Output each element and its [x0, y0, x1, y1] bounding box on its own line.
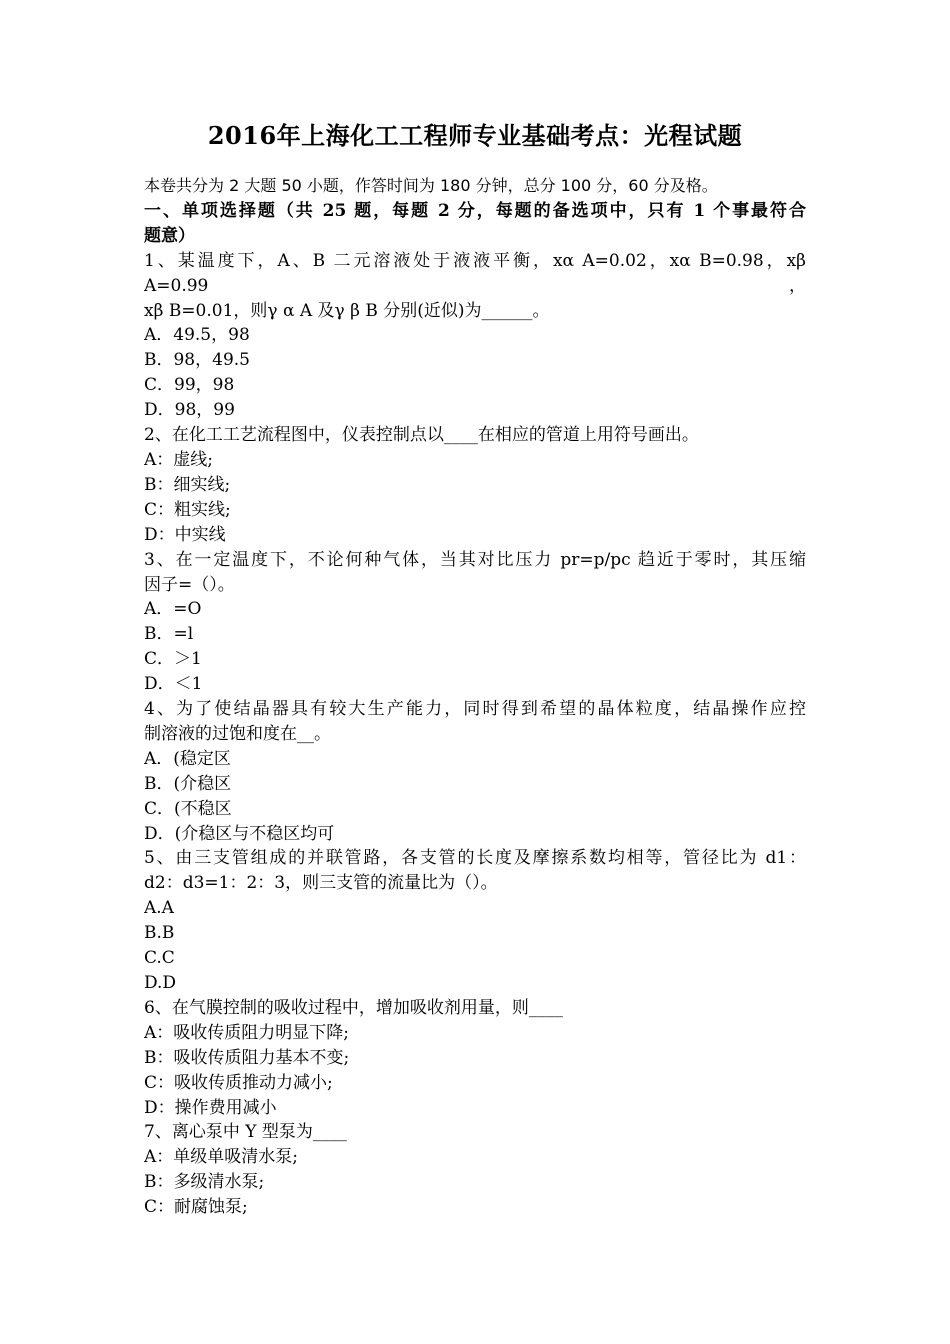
option-b: B：多级清水泵;: [144, 1172, 265, 1193]
question-stem-continued: 制溶液的过饱和度在__。: [144, 723, 331, 744]
question-3: [144, 548, 806, 697]
question-stem: 3、在一定温度下，不论何种气体，当其对比压力 pr=p/pc 趋近于零时，其压缩: [144, 549, 806, 570]
question-stem: 7、离心泵中 Y 型泵为____: [144, 1122, 347, 1143]
option-b: B：细实线;: [144, 474, 231, 495]
option-c: C．(不稳区: [144, 798, 232, 819]
option-a: A.A: [144, 898, 174, 919]
question-7: [144, 1120, 806, 1220]
option-c: C．＞1: [144, 649, 202, 670]
option-b: B.B: [144, 923, 175, 944]
option-a: A．49.5，98: [144, 325, 250, 346]
question-stem-continued: 因子=（）。: [144, 574, 235, 595]
option-c: C：吸收传质推动力减小;: [144, 1072, 333, 1093]
option-b: B：吸收传质阻力基本不变;: [144, 1047, 350, 1068]
option-d: D．(介稳区与不稳区均可: [144, 823, 335, 844]
question-stem-continued: xβ B=0.01，则γ α A 及γ β B 分别(近似)为______。: [144, 300, 550, 321]
question-6: [144, 996, 806, 1121]
option-c: C：粗实线;: [144, 499, 231, 520]
option-b: B．(介稳区: [144, 773, 232, 794]
option-d: D：操作费用减小: [144, 1097, 277, 1118]
question-2: [144, 423, 806, 548]
question-5: [144, 846, 806, 995]
option-c: C：耐腐蚀泵;: [144, 1197, 248, 1218]
exam-intro: 本卷共分为 2 大题 50 小题，作答时间为 180 分钟，总分 100 分，60 分及格。: [144, 176, 718, 195]
question-stem: 5、由三支管组成的并联管路，各支管的长度及摩擦系数均相等，管径比为 d1：: [144, 848, 806, 869]
section-heading-continued: 题意）: [144, 225, 195, 246]
option-c: C．99，98: [144, 375, 235, 396]
document-title: 2016年上海化工工程师专业基础考点：光程试题: [207, 121, 743, 150]
option-b: B．98，49.5: [144, 350, 250, 371]
question-stem: 2、在化工工艺流程图中，仪表控制点以____在相应的管道上用符号画出。: [144, 425, 699, 446]
option-d: D．＜1: [144, 674, 203, 695]
option-a: A：吸收传质阻力明显下降;: [144, 1022, 350, 1043]
option-d: D．98，99: [144, 400, 235, 421]
question-1: [144, 249, 806, 423]
option-b: B．=l: [144, 624, 194, 645]
question-stem: 4、为了使结晶器具有较大生产能力，同时得到希望的晶体粒度，结晶操作应控: [144, 699, 806, 720]
question-stem: 1、某温度下，A、B 二元溶液处于液液平衡，xα A=0.02，xα B=0.98，xβ A=0.99，: [144, 250, 806, 296]
option-a: A：单级单吸清水泵;: [144, 1147, 299, 1168]
question-stem: 6、在气膜控制的吸收过程中，增加吸收剂用量，则____: [144, 997, 563, 1018]
option-d: D：中实线: [144, 524, 226, 545]
option-a: A：虚线;: [144, 449, 214, 470]
document-body: [144, 174, 806, 1220]
question-stem-continued: d2：d3=1：2：3，则三支管的流量比为（）。: [144, 873, 498, 894]
option-a: A．=O: [144, 599, 202, 620]
option-d: D.D: [144, 973, 177, 993]
option-c: C.C: [144, 948, 175, 969]
question-4: [144, 697, 806, 846]
option-a: A．(稳定区: [144, 748, 231, 769]
section-heading: 一、单项选择题（共 25 题，每题 2 分，每题的备选项中，只有 1 个事最符合: [144, 200, 806, 221]
